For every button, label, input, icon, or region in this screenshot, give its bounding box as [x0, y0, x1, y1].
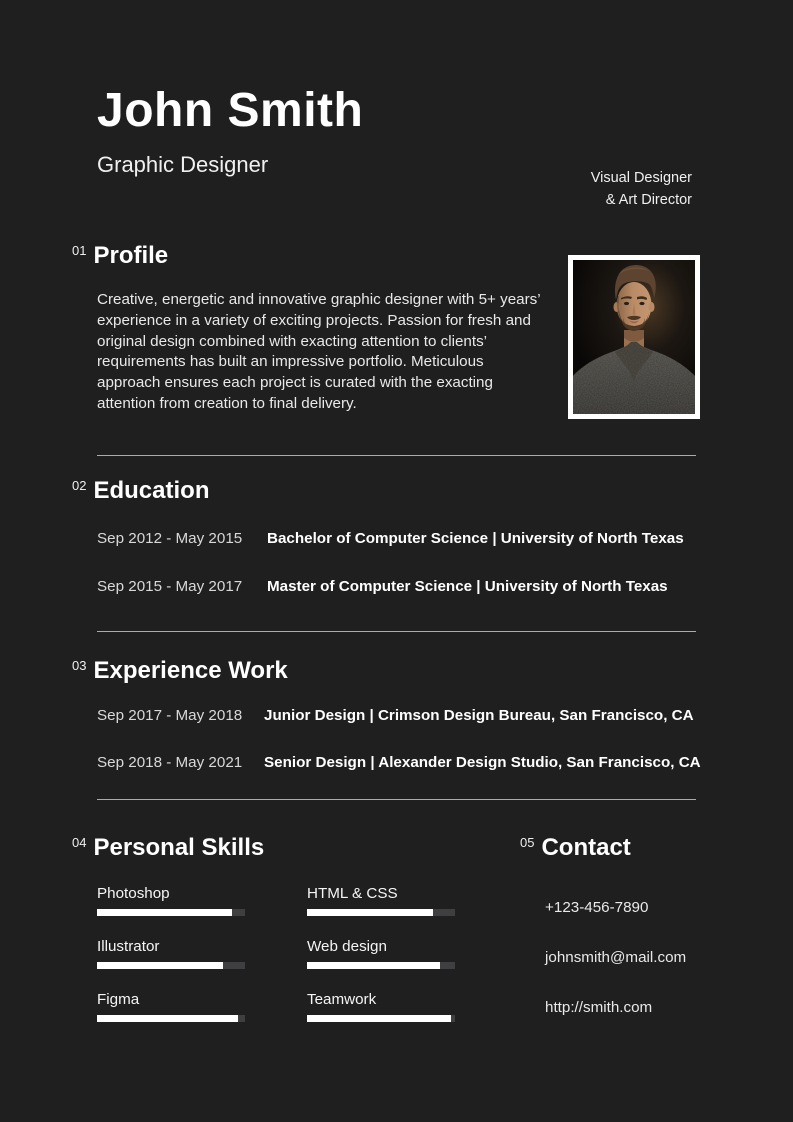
- skill-item: [307, 885, 455, 916]
- tagline: [591, 168, 692, 211]
- experience-dates: Sep 2017 - May 2018: [97, 707, 243, 724]
- skill-bar-fill: [307, 1015, 451, 1022]
- section-divider: [97, 799, 696, 800]
- skill-label: Teamwork: [307, 991, 377, 1008]
- skill-bar-track: [97, 1015, 245, 1022]
- skill-label: HTML & CSS: [307, 885, 398, 902]
- section-title: Profile: [93, 242, 169, 269]
- experience-row: [97, 754, 701, 771]
- education-detail: Master of Computer Science | University of North Texas: [267, 578, 668, 595]
- skill-bar-fill: [307, 962, 440, 969]
- skill-bar-track: [307, 1015, 455, 1022]
- section-number: 02: [72, 478, 87, 493]
- experience-detail: Junior Design | Crimson Design Bureau, San Francisco, CA: [264, 707, 694, 724]
- profile-photo: [568, 255, 700, 419]
- section-number: 01: [72, 243, 87, 258]
- skills-column-left: [97, 885, 245, 1044]
- contact-email: johnsmith@mail.com: [545, 949, 687, 966]
- education-dates: Sep 2015 - May 2017: [97, 578, 243, 595]
- section-number: 04: [72, 835, 87, 850]
- person-name: John Smith: [97, 84, 364, 137]
- skills-section-heading: [72, 835, 264, 861]
- tagline-line-2: & Art Director: [605, 191, 692, 208]
- skill-bar-track: [97, 909, 245, 916]
- section-title: Education: [93, 477, 210, 504]
- profile-summary: Creative, energetic and innovative graphic designer with 5+ years’ experience in a variety of exciting projects. Passion for fresh and original design combined with exacting attention to clients’ requirements has built an impressive portfolio. Meticulous approach ensures each project is curated with the exacting attention from creation to final delivery.: [97, 291, 541, 412]
- skill-label: Web design: [307, 938, 387, 955]
- portrait-illustration: [573, 260, 695, 414]
- contact-website: http://smith.com: [545, 999, 653, 1016]
- education-row: [97, 578, 668, 595]
- skill-label: Photoshop: [97, 885, 170, 902]
- skill-bar-fill: [97, 962, 223, 969]
- person-job-title: Graphic Designer: [97, 152, 269, 177]
- skill-item: [97, 991, 245, 1022]
- skill-label: Figma: [97, 991, 140, 1008]
- contact-list: [545, 899, 686, 1049]
- skill-bar-fill: [307, 909, 433, 916]
- skills-column-right: [307, 885, 455, 1044]
- section-number: 03: [72, 658, 87, 673]
- contact-section-heading: [520, 835, 631, 861]
- skill-item: [307, 938, 455, 969]
- skill-item: [97, 885, 245, 916]
- skill-item: [97, 938, 245, 969]
- skill-bar-track: [97, 962, 245, 969]
- education-row: [97, 530, 684, 547]
- experience-dates: Sep 2018 - May 2021: [97, 754, 243, 771]
- section-title: Experience Work: [93, 657, 288, 684]
- section-divider: [97, 631, 696, 632]
- skill-bar-fill: [97, 909, 232, 916]
- section-title: Contact: [541, 834, 631, 861]
- experience-section-heading: [72, 658, 288, 684]
- experience-detail: Senior Design | Alexander Design Studio, San Francisco, CA: [264, 754, 701, 771]
- education-section-heading: [72, 478, 209, 504]
- tagline-line-1: Visual Designer: [590, 170, 692, 186]
- profile-section-heading: [72, 243, 168, 269]
- experience-row: [97, 707, 694, 724]
- skill-item: [307, 991, 455, 1022]
- skill-bar-track: [307, 962, 455, 969]
- skills-grid: [97, 885, 455, 1044]
- skill-bar-track: [307, 909, 455, 916]
- skill-label: Illustrator: [97, 938, 160, 955]
- section-title: Personal Skills: [93, 834, 265, 861]
- education-dates: Sep 2012 - May 2015: [97, 530, 243, 547]
- education-detail: Bachelor of Computer Science | University of North Texas: [267, 530, 684, 547]
- contact-phone: +123-456-7890: [545, 899, 649, 916]
- skill-bar-fill: [97, 1015, 238, 1022]
- section-divider: [97, 455, 696, 456]
- section-number: 05: [520, 835, 535, 850]
